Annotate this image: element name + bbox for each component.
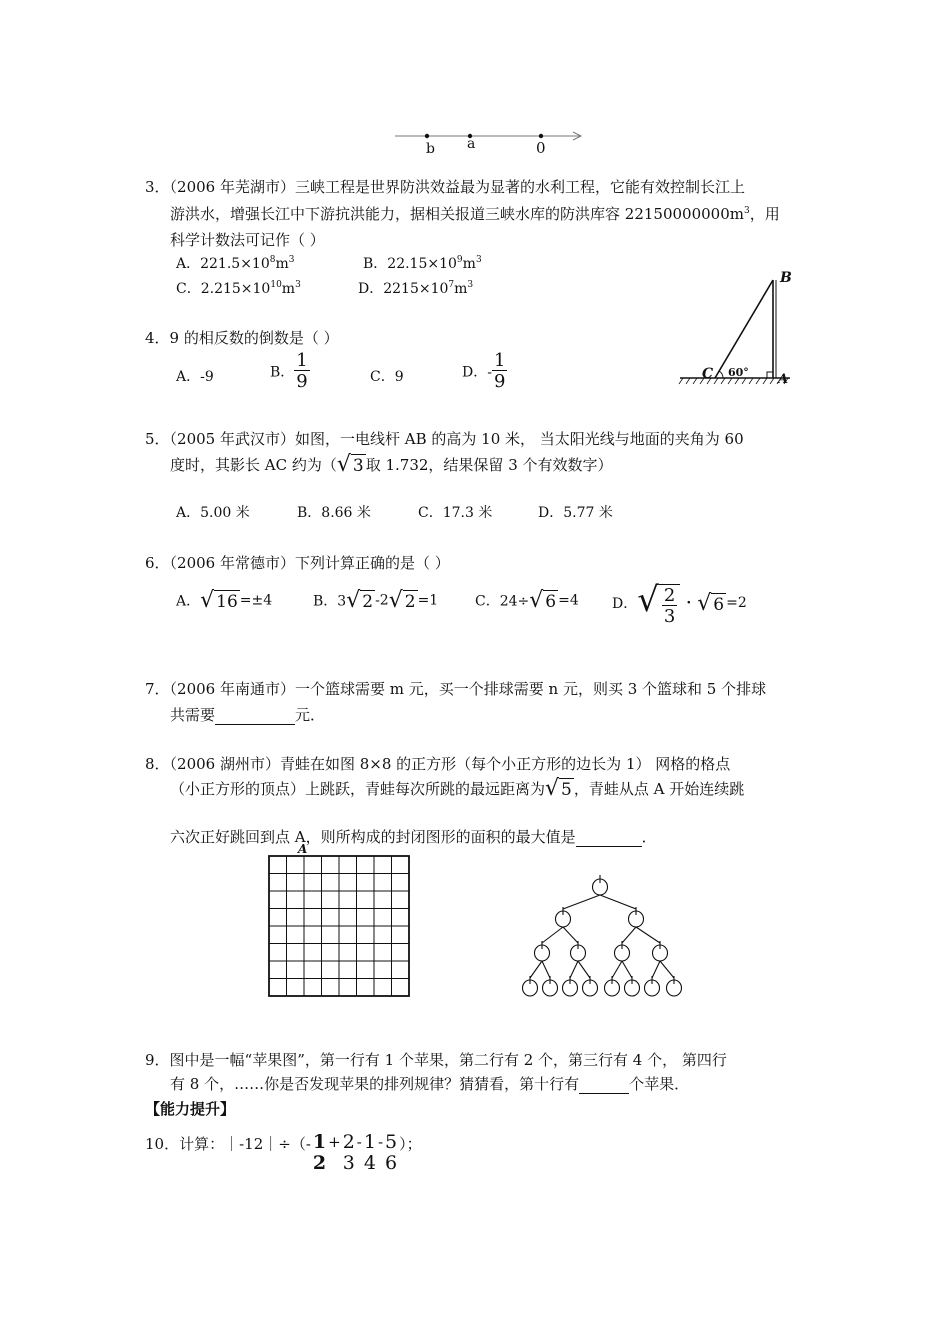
tree-branch (563, 895, 600, 909)
q8-line3: 六次正好跳回到点 A，则所构成的封闭图形的面积的最大值是 ． (170, 828, 657, 846)
apple-icon (523, 976, 538, 996)
q4-option-b: B． $\frac{1}{9}$ (270, 350, 308, 392)
apple-icon (563, 976, 578, 996)
q6-option-c: C．24÷√ 6 =4 (475, 588, 579, 613)
q3-option-d: D．$2215\times 10^7m^3$ (358, 280, 474, 297)
q4-stem: 4．9 的相反数的倒数是（ ） (145, 329, 339, 347)
apple-icon (593, 875, 608, 895)
point-b (425, 134, 429, 138)
q5-option-b: B．8.66 米 (297, 505, 371, 521)
number-line-label-a: a (467, 136, 476, 152)
q6-option-b: B．3√ 2 -2√ 2 =1 (313, 588, 439, 613)
tree-branch (660, 961, 674, 978)
triangle-label-b: B (780, 270, 792, 286)
tree-branch (622, 927, 636, 943)
q7-answer-blank[interactable] (215, 706, 295, 725)
tree-branch (600, 895, 636, 909)
tree-branch (636, 927, 660, 943)
q10-expression: 10．计算：｜-12｜÷（- 1 2 + 2 3 - 1 4 - 5 6 ）； (145, 1131, 422, 1174)
apple-tree-diagram (518, 873, 694, 1003)
q5-option-d: D．5.77 米 (538, 505, 613, 521)
q3-option-a: A．$221.5\times 10^8m^3$ (176, 255, 295, 272)
apple-icon (629, 907, 644, 927)
q9-line1: 9．图中是一幅“苹果图”，第一行有 1 个苹果，第二行有 2 个，第三行有 4 个， 第四行 (145, 1051, 727, 1069)
q7-line1: 7．（2006 年南通市）一个篮球需要 m 元，买一个排球需要 n 元，则买 3 个篮球和 5 个排球 (145, 680, 767, 698)
apple-icon (625, 976, 640, 996)
tree-branch (612, 961, 622, 978)
q3-option-b: B．$22.15\times 10^9m^3$ (363, 255, 482, 272)
tree-branch (570, 961, 578, 978)
apple-icon (615, 941, 630, 961)
point-zero (539, 134, 543, 138)
tree-branch (542, 961, 550, 978)
number-line-label-b: b (426, 141, 435, 157)
q3-line1: 3．（2006 年芜湖市）三峡工程是世界防洪效益最为显著的水利工程，它能有效控制长江上 (145, 178, 745, 196)
apple-icon (605, 976, 620, 996)
section-title: 【能力提升】 (145, 1100, 236, 1118)
triangle-label-a: A (778, 372, 789, 387)
q5-line1: 5．（2005 年武汉市）如图，一电线杆 AB 的高为 10 米， 当太阳光线与地面的夹角为 60 (145, 430, 744, 448)
apple-icon (543, 976, 558, 996)
q4-option-d: D．- $\frac{1}{9}$ (462, 350, 506, 392)
number-line-axis (390, 126, 590, 158)
tree-branch (542, 927, 563, 943)
q8-line1: 8．（2006 湖州市）青蛙在如图 8×8 的正方形（每个小正方形的边长为 1） 网格的格点 (145, 755, 731, 773)
tree-branch (563, 927, 578, 943)
q5-option-a: A．5.00 米 (176, 505, 250, 521)
tree-branch (530, 961, 542, 978)
q4-option-c: C．9 (370, 369, 404, 385)
grid-8x8 (268, 855, 414, 1001)
triangle-label-c: C (702, 366, 714, 382)
q4-option-a: A．-9 (176, 369, 214, 385)
q9-answer-blank[interactable] (579, 1075, 629, 1094)
q6-option-d: D．√ $\frac{2}{3}$ · √ 6 =2 (612, 580, 747, 627)
q5-option-c: C．17.3 米 (418, 505, 493, 521)
apple-icon (653, 941, 668, 961)
number-line-label-zero: 0 (536, 139, 546, 157)
tree-branch (622, 961, 632, 978)
q3-line3: 科学计数法可记作（ ） (170, 231, 325, 249)
q8-answer-blank[interactable] (576, 828, 642, 847)
q6-option-a: A．√ 16 =±4 (176, 588, 273, 613)
q8-line2: （小正方形的顶点）上跳跃，青蛙每次所跳的最远距离为√ 5 ，青蛙从点 A 开始连续跳 (170, 776, 745, 801)
apple-icon (556, 907, 571, 927)
tree-branch (578, 961, 590, 978)
apple-icon (535, 941, 550, 961)
q9-line2: 有 8 个，……你是否发现苹果的排列规律？猜猜看，第十行有 个苹果． (170, 1075, 690, 1093)
tree-branch (652, 961, 660, 978)
q3-option-c: C．$2.215\times 10^{10}m^3$ (176, 280, 301, 297)
q3-line2: 游洪水，增强长江中下游抗洪能力，据相关报道三峡水库的防洪库容 $22150000000m^3$，用 (170, 205, 780, 223)
apple-icon (571, 941, 586, 961)
apple-icon (667, 976, 682, 996)
triangle-angle-label: 60° (728, 366, 749, 379)
apple-icon (645, 976, 660, 996)
q5-line2: 度时，其影长 AC 约为（√ 3 取 1.732，结果保留 3 个有效数字） (170, 452, 613, 477)
q7-line2: 共需要 元． (170, 706, 326, 724)
q6-stem: 6．（2006 年常德市）下列计算正确的是（ ） (145, 554, 450, 572)
apple-icon (583, 976, 598, 996)
grid-label-a: A (298, 842, 308, 856)
